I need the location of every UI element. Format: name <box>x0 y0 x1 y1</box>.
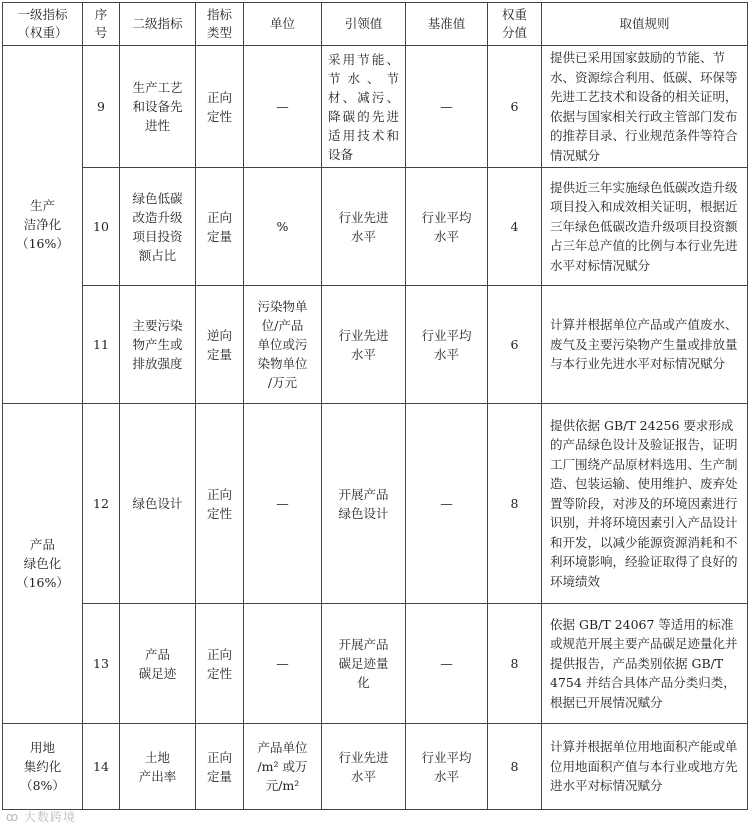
row-no: 13 <box>83 604 120 724</box>
header-base: 基准值 <box>406 3 488 46</box>
header-row <box>3 3 748 46</box>
header-weight: 权重 分值 <box>488 3 542 46</box>
row-rule: 提供依据 GB/T 24256 要求形成的产品绿色设计及验证报告，证明工厂围绕产品原材料选用、生产制造、包装运输、使用维护、废弃处置等阶段，对涉及的环境因素进行识别，并将环境因素引入产品设计和开发，以减少能源资源消耗和不利环境影响，经验证取得了良好的环境绩效 <box>542 404 748 604</box>
row-base: — <box>406 46 488 168</box>
row-type: 正向 定性 <box>196 604 244 724</box>
group-label: 用地 集约化 （8%） <box>3 724 83 810</box>
row-unit: — <box>244 604 322 724</box>
row-lead: 开展产品 碳足迹量 化 <box>322 604 406 724</box>
row-name: 绿色低碳 改造升级 项目投资 额占比 <box>120 168 196 286</box>
watermark-logo: ꝏ 大数跨境 <box>6 810 77 824</box>
row-base: — <box>406 604 488 724</box>
header-type: 指标 类型 <box>196 3 244 46</box>
row-weight: 8 <box>488 404 542 604</box>
row-base: 行业平均 水平 <box>406 286 488 404</box>
row-lead: 行业先进 水平 <box>322 724 406 810</box>
group-label: 产品 绿色化 （16%） <box>3 404 83 724</box>
row-base: 行业平均 水平 <box>406 724 488 810</box>
row-weight: 8 <box>488 604 542 724</box>
row-rule: 计算并根据单位产品或产值废水、废气及主要污染物产生量或排放量与本行业先进水平对标情况赋分 <box>542 286 748 404</box>
row-unit: — <box>244 404 322 604</box>
row-name: 主要污染 物产生或 排放强度 <box>120 286 196 404</box>
row-weight: 6 <box>488 286 542 404</box>
row-name: 生产工艺 和设备先 进性 <box>120 46 196 168</box>
table-row <box>3 724 748 810</box>
row-type: 正向 定量 <box>196 168 244 286</box>
row-lead: 开展产品 绿色设计 <box>322 404 406 604</box>
row-rule: 提供近三年实施绿色低碳改造升级项目投入和成效相关证明，根据近三年绿色低碳改造升级项目投资额占三年总产值的比例与本行业先进水平对标情况赋分 <box>542 168 748 286</box>
table-row <box>3 46 748 168</box>
row-no: 9 <box>83 46 120 168</box>
row-weight: 4 <box>488 168 542 286</box>
row-base: — <box>406 404 488 604</box>
header-no: 序 号 <box>83 3 120 46</box>
row-type: 正向 定性 <box>196 46 244 168</box>
table-row <box>3 286 748 404</box>
row-unit: % <box>244 168 322 286</box>
row-unit: 产品单位 /m² 或万 元/m² <box>244 724 322 810</box>
row-rule: 依据 GB/T 24067 等适用的标准或规范开展主要产品碳足迹量化并提供报告，产品类别依据 GB/T 4754 并结合具体产品分类归类，根据已开展情况赋分 <box>542 604 748 724</box>
row-lead: 采用节能、节水、节材、减污、降碳的先进适用技术和设备 <box>322 46 406 168</box>
row-weight: 8 <box>488 724 542 810</box>
row-no: 12 <box>83 404 120 604</box>
group-label: 生产 洁净化 （16%） <box>3 46 83 404</box>
header-lead: 引领值 <box>322 3 406 46</box>
row-unit: — <box>244 46 322 168</box>
table-row <box>3 404 748 604</box>
row-weight: 6 <box>488 46 542 168</box>
row-name: 土地 产出率 <box>120 724 196 810</box>
row-lead: 行业先进 水平 <box>322 168 406 286</box>
header-rule: 取值规则 <box>542 3 748 46</box>
row-no: 10 <box>83 168 120 286</box>
header-level2: 二级指标 <box>120 3 196 46</box>
header-unit: 单位 <box>244 3 322 46</box>
row-unit: 污染物单 位/产品 单位或污 染物单位 /万元 <box>244 286 322 404</box>
indicator-table <box>2 2 748 810</box>
table-row <box>3 604 748 724</box>
row-type: 逆向 定量 <box>196 286 244 404</box>
table-row <box>3 168 748 286</box>
header-level1: 一级指标 （权重） <box>3 3 83 46</box>
row-type: 正向 定量 <box>196 724 244 810</box>
row-no: 11 <box>83 286 120 404</box>
row-lead: 行业先进 水平 <box>322 286 406 404</box>
row-name: 产品 碳足迹 <box>120 604 196 724</box>
row-name: 绿色设计 <box>120 404 196 604</box>
watermark-text: 大数跨境 <box>24 810 77 824</box>
row-base: 行业平均 水平 <box>406 168 488 286</box>
row-rule: 提供已采用国家鼓励的节能、节水、资源综合利用、低碳、环保等先进工艺技术和设备的相关证明，依据与国家相关行政主管部门发布的推荐目录、行业规范条件等符合情况赋分 <box>542 46 748 168</box>
row-rule: 计算并根据单位用地面积产能或单位用地面积产值与本行业或地方先进水平对标情况赋分 <box>542 724 748 810</box>
row-type: 正向 定性 <box>196 404 244 604</box>
row-no: 14 <box>83 724 120 810</box>
